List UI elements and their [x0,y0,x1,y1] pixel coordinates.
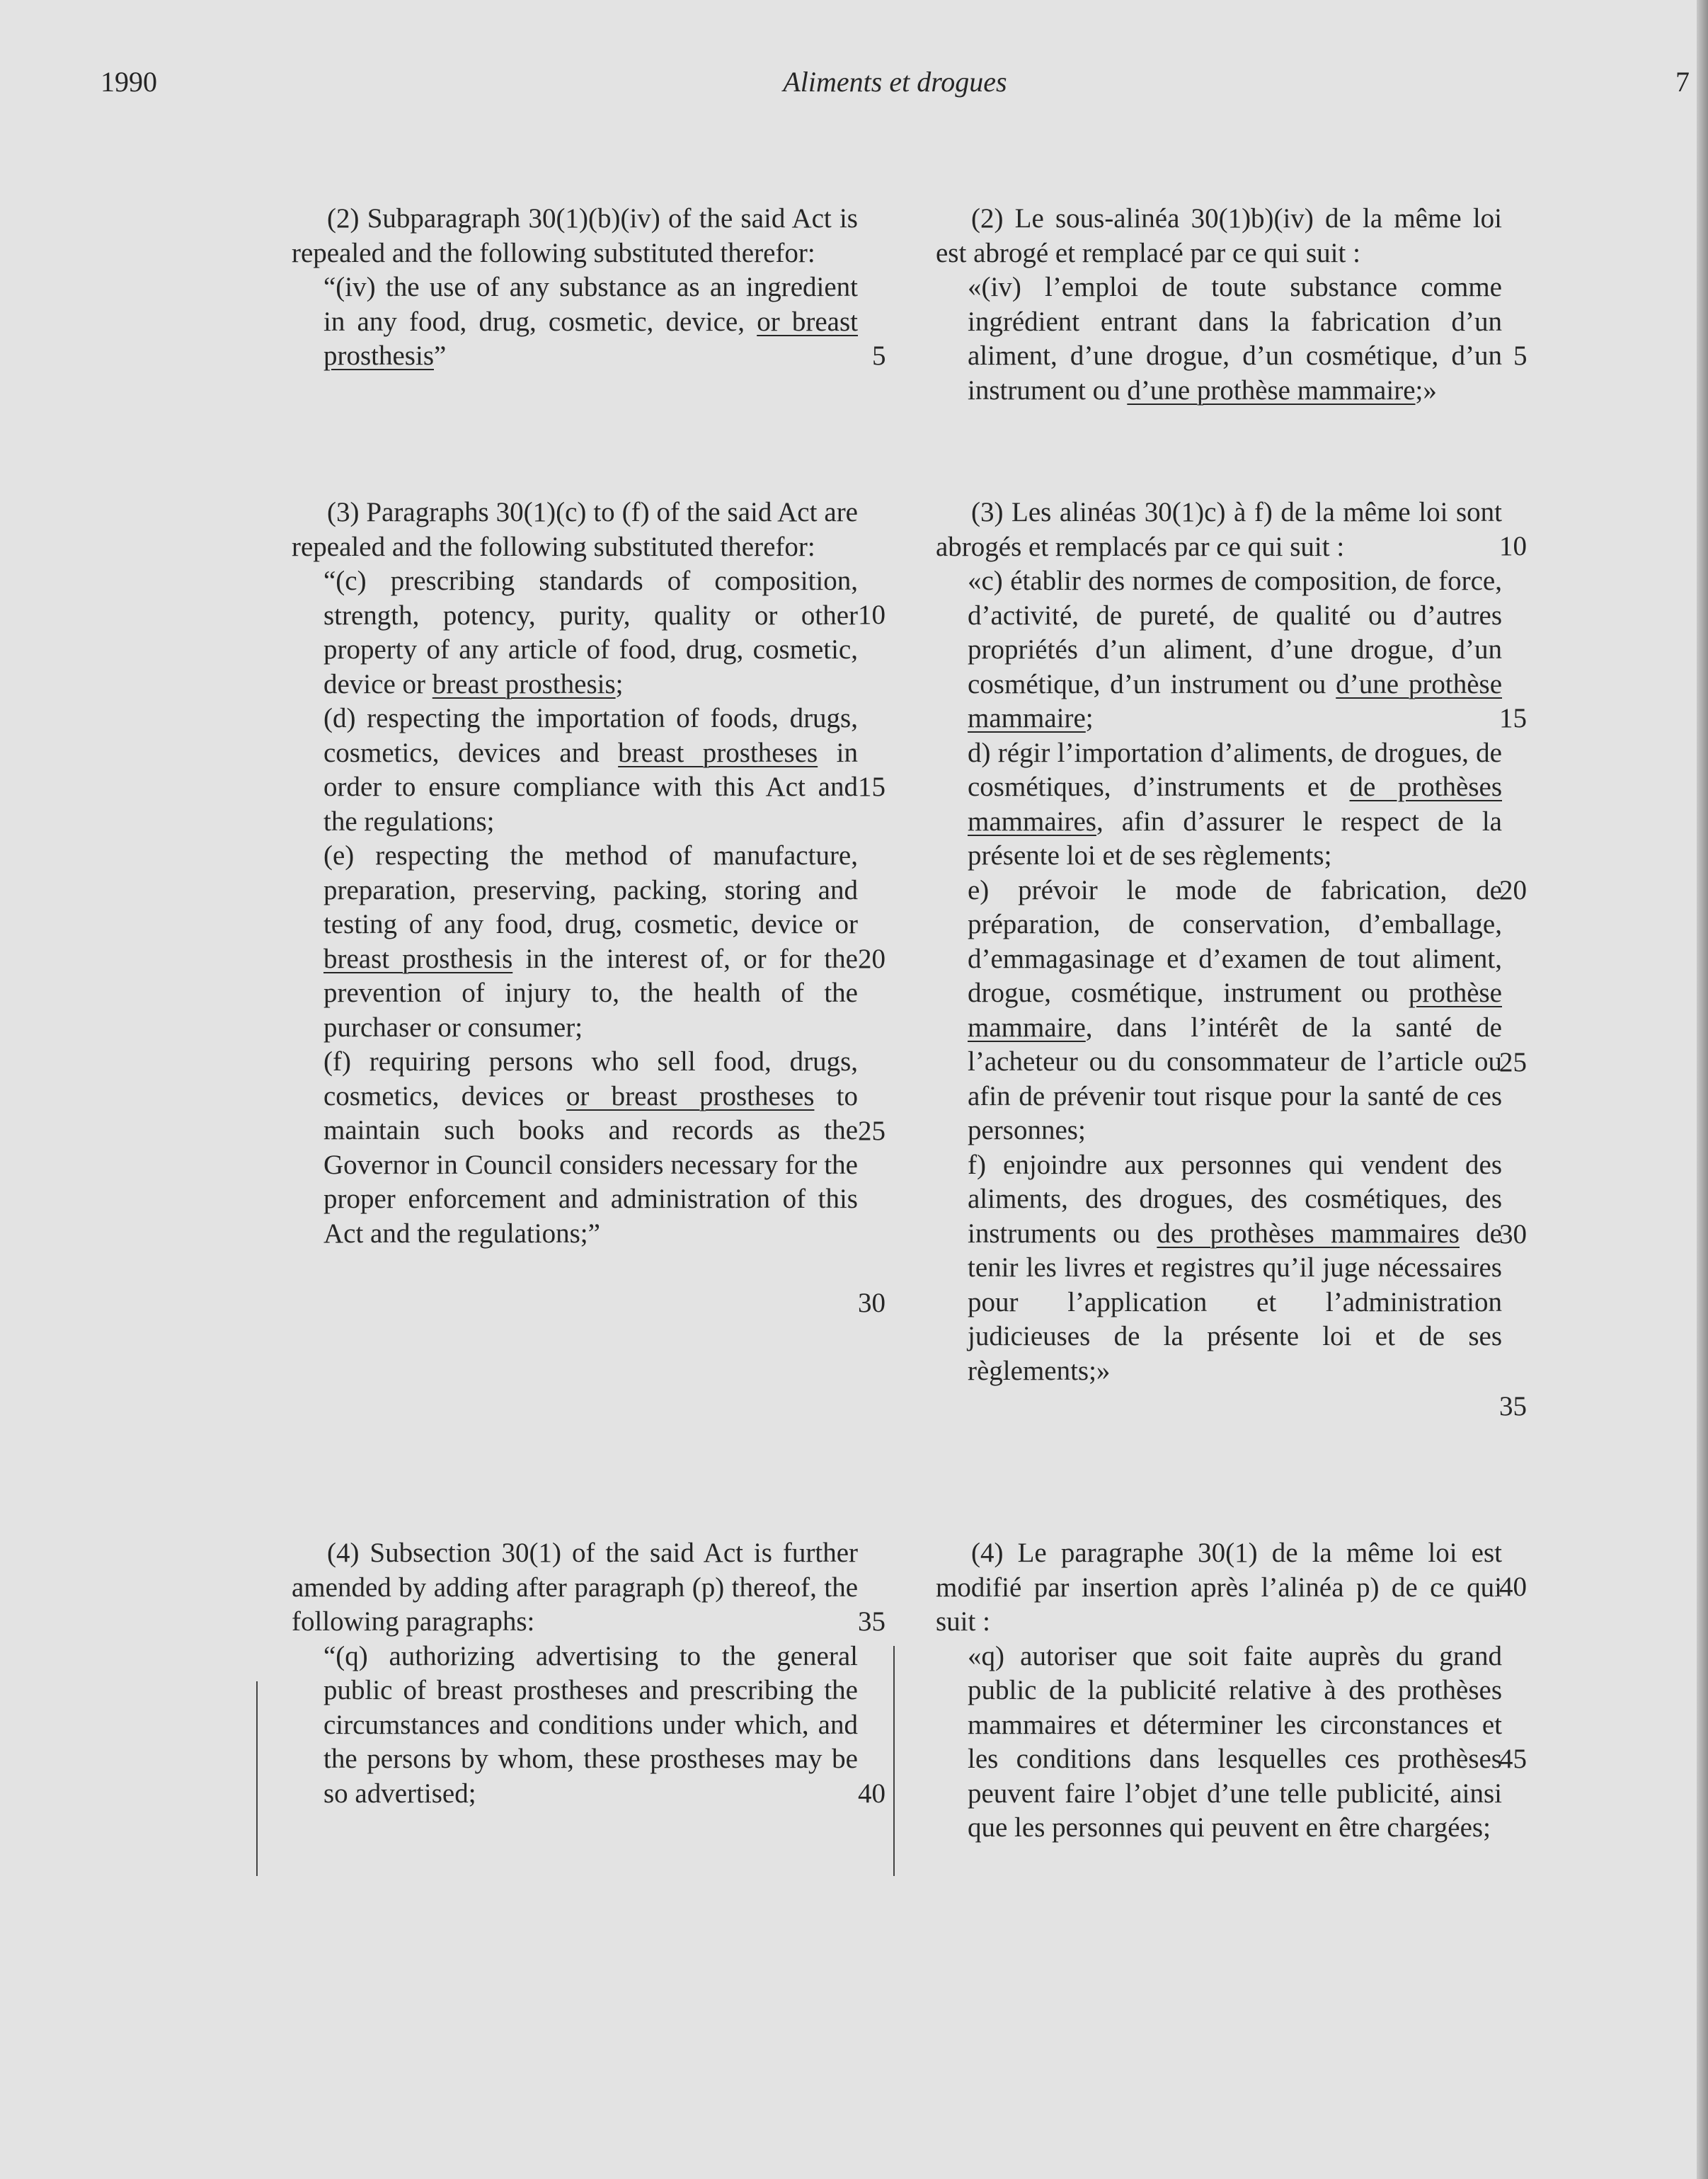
french-s4-intro: (4) Le paragraphe 30(1) de la même loi est modifié par insertion après l’alinéa p) de ce qui suit : [936,1538,1502,1637]
line-number: 35 [1499,1391,1527,1422]
line-number: 20 [1499,875,1527,905]
french-s4-block [936,1536,1502,1846]
line-number: 40 [1499,1572,1527,1602]
line-number: 35 [858,1606,885,1637]
english-s3-block [292,496,858,1251]
line-number: 25 [858,1116,885,1146]
amendment-underline: prothèse mammaire [968,978,1502,1043]
header-title: Aliments et drogues [783,66,1007,98]
english-s4-intro: (4) Subsection 30(1) of the said Act is further amended by adding after paragraph (p) thereof, the following paragraphs: [292,1538,858,1637]
english-s4-block [292,1536,858,1811]
line-number: 20 [858,944,885,974]
line-number: 5 [1513,341,1528,371]
french-para-q: «q) autoriser que soit faite auprès du grand public de la publicité relative à des prothèses mammaires et déterminer les circonstances et les conditions dans lesquelles ces prothèses peuvent faire l’objet d’une telle publicité, ainsi que les personnes qui peuvent en être chargées; [968,1640,1502,1843]
amendment-underline: breast prosthesis [323,943,513,974]
english-para-f: (f) requiring persons who sell food, drugs, cosmetics, devices or breast prostheses to maintain such books and records as the Governor in Council considers necessary for the proper enforcement and administration of this Act and the regulations;” [323,1046,858,1249]
line-number: 10 [1499,531,1527,561]
amendment-underline: or breast prostheses [566,1080,815,1111]
english-s2-block [292,202,858,374]
amendment-underline: d’une prothèse mammaire [968,668,1503,733]
english-s3-intro: (3) Paragraphs 30(1)(c) to (f) of the said Act are repealed and the following substituted therefor: [292,497,858,562]
change-bar-right [893,1646,895,1876]
amendment-underline: breast prostheses [618,737,818,768]
french-s2-block [936,202,1502,408]
amendment-underline: de prothèses mammaires [968,772,1503,837]
line-number: 15 [1499,703,1527,733]
page-edge [1697,0,1708,2179]
amendment-underline: d’une prothèse mammaire [1127,374,1416,406]
line-number: 10 [858,600,885,630]
running-head [101,65,1690,108]
french-para-c: «c) établir des normes de composition, de force, d’activité, de pureté, de qualité ou d’autres propriétés d’un aliment, d’une drogue, d’un cosmétique, d’un instrument ou d’une prothèse mammaire; [968,566,1503,733]
french-s2-intro: (2) Le sous-alinéa 30(1)b)(iv) de la même loi est abrogé et remplacé par ce qui suit : [936,203,1502,268]
amendment-underline: breast prosthesis [432,668,616,699]
header-year: 1990 [101,66,157,98]
line-number: 30 [1499,1219,1527,1249]
french-s2-quote: «(iv) l’emploi de toute substance comme ingrédient entrant dans la fabrication d’un aliment, d’une drogue, d’un cosmétique, d’un instrument ou d’une prothèse mammaire;» [968,272,1502,406]
amendment-underline: or breast prosthesis [323,306,859,371]
english-s2-intro: (2) Subparagraph 30(1)(b)(iv) of the said Act is repealed and the following substituted therefor: [292,203,858,268]
line-number: 25 [1499,1047,1527,1077]
change-bar-left [256,1681,258,1876]
amendment-underline: des prothèses mammaires [1157,1218,1460,1249]
line-number: 30 [858,1288,885,1318]
french-para-f: f) enjoindre aux personnes qui vendent des aliments, des drogues, des cosmétiques, des instruments ou des prothèses mammaires de tenir les livres et registres qu’il juge nécessaires pour l’application et l’administration judicieuses de la présente loi et de ses règlements;» [968,1149,1502,1386]
english-para-c: “(c) prescribing standards of composition, strength, potency, purity, quality or other property of any article of food, drug, cosmetic, device or breast prosthesis; [323,566,858,699]
french-s3-intro: (3) Les alinéas 30(1)c) à f) de la même loi sont abrogés et remplacés par ce qui suit : [936,497,1502,562]
english-s2-quote: “(iv) the use of any substance as an ingredient in any food, drug, cosmetic, device, or breast prosthesis” [323,272,859,371]
line-number: 5 [872,341,886,371]
english-para-e: (e) respecting the method of manufacture, preparation, preserving, packing, storing and testing of any food, drug, cosmetic, device or breast prosthesis in the interest of, or for the prevention of injury to, the health of the purchaser or consumer; [323,840,858,1043]
line-number: 40 [858,1778,885,1809]
english-para-q: “(q) authorizing advertising to the general public of breast prostheses and prescribing the circumstances and conditions under which, and the persons by whom, these prostheses may be so advertised; [323,1640,858,1809]
page-number: 7 [1675,66,1690,98]
french-s3-block [936,496,1502,1388]
french-para-e: e) prévoir le mode de fabrication, de préparation, de conservation, d’emballage, d’emmagasinage et d’examen de tout aliment, drogue, cosmétique, instrument ou prothèse mammaire, dans l’intérêt de la santé de l’acheteur ou du consommateur de l’article ou afin de prévenir tout risque pour la santé de ces personnes; [968,874,1502,1145]
english-para-d: (d) respecting the importation of foods, drugs, cosmetics, devices and breast prostheses in order to ensure compliance with this Act and the regulations; [323,703,858,837]
line-number: 45 [1499,1744,1527,1774]
french-para-d: d) régir l’importation d’aliments, de drogues, de cosmétiques, d’instruments et de prothèses mammaires, afin d’assurer le respect de la présente loi et de ses règlements; [968,737,1503,871]
line-number: 15 [858,772,885,802]
